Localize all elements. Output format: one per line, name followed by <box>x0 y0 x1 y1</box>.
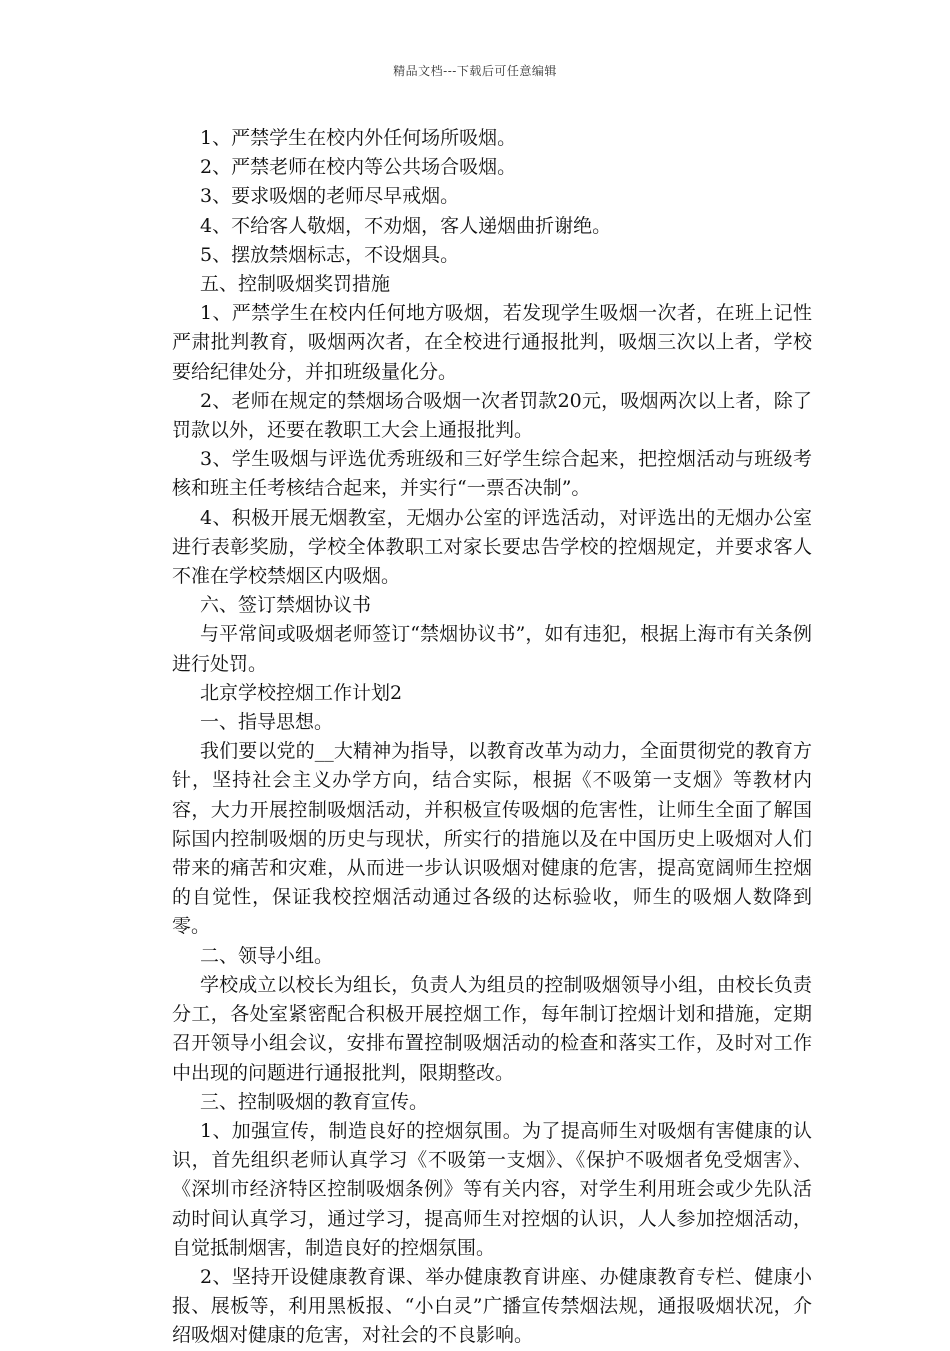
section-heading: 六、签订禁烟协议书 <box>200 594 372 617</box>
list-item: 5、摆放禁烟标志，不设烟具。 <box>200 243 460 266</box>
section-heading: 一、指导思想。 <box>200 711 334 734</box>
paragraph: 与平常间或吸烟老师签订“禁烟协议书”，如有违犯，根据上海市有关条例进行处罚。 <box>172 623 812 675</box>
list-item: 2、严禁老师在校内等公共场合吸烟。 <box>200 156 517 179</box>
paragraph: 2、坚持开设健康教育课、举办健康教育讲座、办健康教育专栏、健康小报、展板等，利用黑板报、“小白灵”广播宣传禁烟法规，通报吸烟状况，介绍吸烟对健康的危害，对社会的不良影响。 <box>172 1265 812 1347</box>
document-title: 北京学校控烟工作计划2 <box>200 681 403 704</box>
paragraph: 1、严禁学生在校内任何地方吸烟，若发现学生吸烟一次者，在班上记性严肃批判教育，吸烟两次者，在全校进行通报批判，吸烟三次以上者，学校要给纪律处分，并扣班级量化分。 <box>172 302 812 383</box>
paragraph: 3、学生吸烟与评选优秀班级和三好学生综合起来，把控烟活动与班级考核和班主任考核结合起来，并实行“一票否决制”。 <box>172 448 812 500</box>
list-item: 3、要求吸烟的老师尽早戒烟。 <box>200 185 460 208</box>
document-body <box>172 124 812 1351</box>
section-heading: 三、控制吸烟的教育宣传。 <box>200 1090 429 1113</box>
list-item: 1、严禁学生在校内外任何场所吸烟。 <box>200 127 517 149</box>
list-item: 4、不给客人敬烟，不劝烟，客人递烟曲折谢绝。 <box>200 214 612 237</box>
section-heading: 五、控制吸烟奖罚措施 <box>200 273 391 296</box>
paragraph: 4、积极开展无烟教室，无烟办公室的评选活动，对评选出的无烟办公室进行表彰奖励，学校全体教职工对家长要忠告学校的控烟规定，并要求客人不准在学校禁烟区内吸烟。 <box>172 506 812 588</box>
paragraph: 2、老师在规定的禁烟场合吸烟一次者罚款20元，吸烟两次以上者，除了罚款以外，还要在教职工大会上通报批判。 <box>172 389 812 442</box>
section-heading: 二、领导小组。 <box>200 944 334 967</box>
paragraph: 1、加强宣传，制造良好的控烟氛围。为了提高师生对吸烟有害健康的认识，首先组织老师认真学习《不吸第一支烟》、《保护不吸烟者免受烟害》、《深圳市经济特区控制吸烟条例》等有关内容，对学生利用班会或少先队活动时间认真学习，通过学习，提高师生对控烟的认识，人人参加控烟活动，自觉抵制烟害，制造良好的控烟氛围。 <box>172 1119 812 1259</box>
paragraph: 我们要以党的__大精神为指导，以教育改革为动力，全面贯彻党的教育方针，坚持社会主义办学方向，结合实际，根据《不吸第一支烟》等教材内容，大力开展控制吸烟活动，并积极宣传吸烟的危害性，让师生全面了解国际国内控制吸烟的历史与现状，所实行的措施以及在中国历史上吸烟对人们带来的痛苦和灾难，从而进一步认识吸烟对健康的危害，提高宽阔师生控烟的自觉性，保证我校控烟活动通过各级的达标验收，师生的吸烟人数降到零。 <box>172 740 812 938</box>
paragraph: 学校成立以校长为组长，负责人为组员的控制吸烟领导小组，由校长负责分工，各处室紧密配合积极开展控烟工作，每年制订控烟计划和措施，定期召开领导小组会议，安排布置控制吸烟活动的检查和落实工作，及时对工作中出现的问题进行通报批判，限期整改。 <box>172 973 812 1084</box>
page-header: 精品文档---下载后可任意编辑 <box>393 64 557 78</box>
